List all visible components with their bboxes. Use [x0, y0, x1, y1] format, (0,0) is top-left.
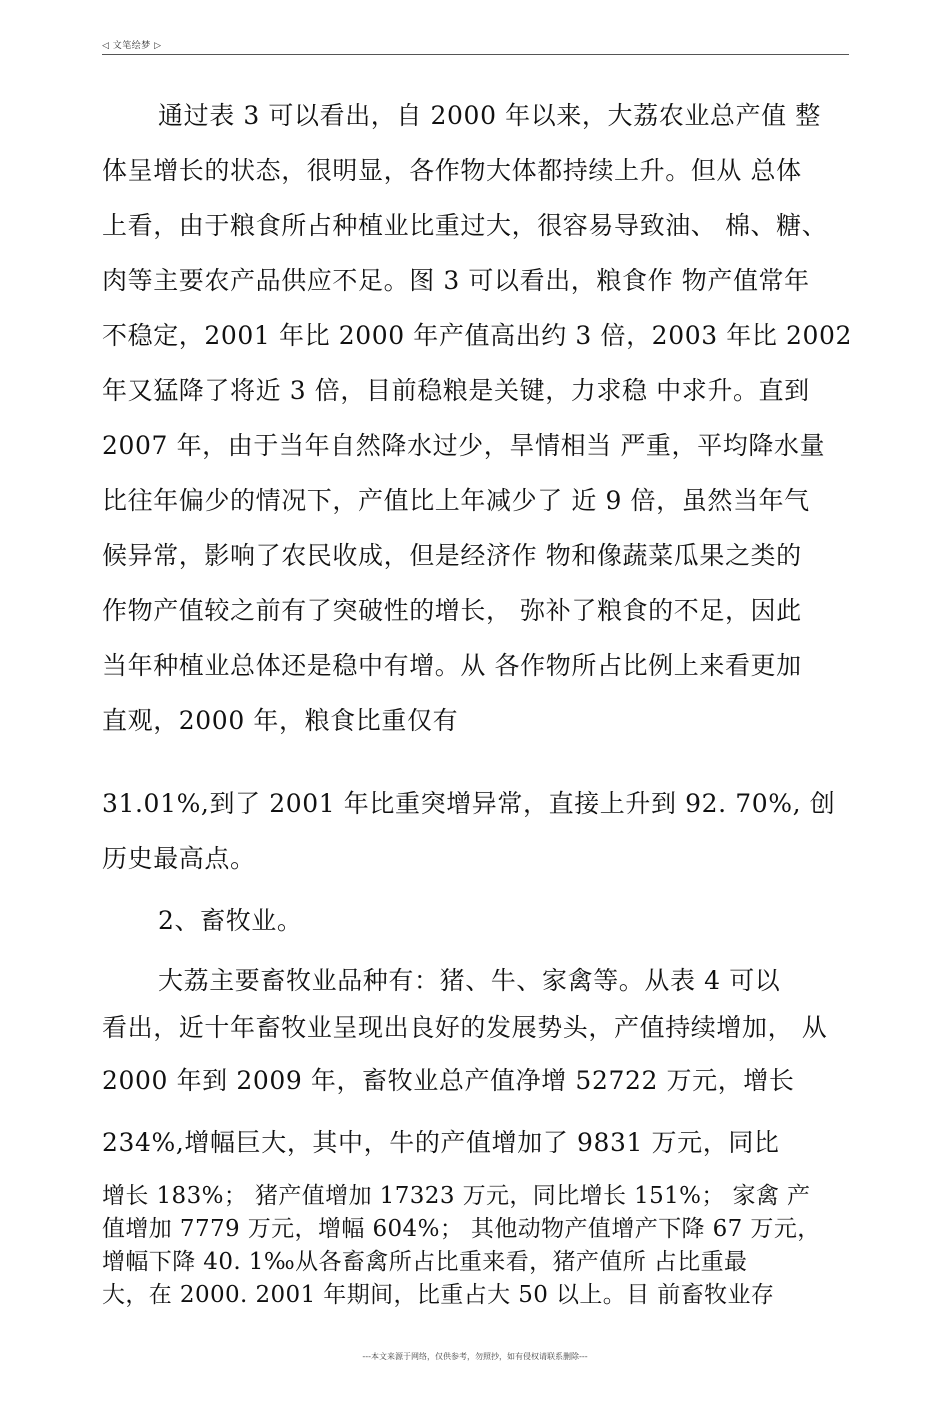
body-line: 历史最高点。 [102, 844, 256, 873]
body-line: 当年种植业总体还是稳中有增。从 各作物所占比例上来看更加 [102, 651, 802, 680]
body-line: 通过表 3 可以看出，自 2000 年以来，大荔农业总产值 整 [158, 101, 821, 130]
page-header: ◁ 文笔绘梦 ▷ [102, 41, 162, 51]
section-heading: 2、畜牧业。 [158, 906, 303, 935]
body-line: 看出，近十年畜牧业呈现出良好的发展势头，产值持续增加， 从 [102, 1013, 828, 1042]
body-line: 不稳定，2001 年比 2000 年产值高出约 3 倍，2003 年比 2002 [102, 321, 853, 350]
body-line: 大荔主要畜牧业品种有：猪、牛、家禽等。从表 4 可以 [158, 966, 781, 995]
body-line: 直观，2000 年，粮食比重仅有 [102, 706, 459, 735]
body-line: 候异常，影响了农民收成，但是经济作 物和像蔬菜瓜果之类的 [102, 541, 802, 570]
body-line: 2000 年到 2009 年，畜牧业总产值净增 52722 万元，增长 [102, 1066, 795, 1095]
body-line: 年又猛降了将近 3 倍，目前稳粮是关键，力求稳 中求升。直到 [102, 376, 810, 405]
body-line: 比往年偏少的情况下，产值比上年减少了 近 9 倍，虽然当年气 [102, 486, 810, 515]
body-line: 31.01%,到了 2001 年比重突增异常，直接上升到 92. 70%, 创 [102, 789, 836, 818]
page-footer: ---本文来源于网络，仅供参考，勿照抄，如有侵权请联系删除--- [362, 1352, 588, 1361]
body-line: 增长 183%； 猪产值增加 17323 万元，同比增长 151%； 家禽 产 [102, 1183, 811, 1209]
body-line: 值增加 7779 万元，增幅 604%； 其他动物产值增产下降 67 万元， [102, 1216, 821, 1242]
body-line: 体呈增长的状态，很明显，各作物大体都持续上升。但从 总体 [102, 156, 802, 185]
header-divider [102, 54, 849, 55]
body-line: 大，在 2000. 2001 年期间，比重占大 50 以上。目 前畜牧业存 [102, 1282, 775, 1308]
body-line: 增幅下降 40. 1‰从各畜禽所占比重来看，猪产值所 占比重最 [102, 1249, 748, 1275]
body-line: 2007 年，由于当年自然降水过少，旱情相当 严重，平均降水量 [102, 431, 826, 460]
body-line: 作物产值较之前有了突破性的增长， 弥补了粮食的不足，因此 [102, 596, 802, 625]
body-line: 肉等主要农产品供应不足。图 3 可以看出，粮食作 物产值常年 [102, 266, 810, 295]
body-line: 上看，由于粮食所占种植业比重过大，很容易导致油、 棉、糖、 [102, 211, 828, 240]
body-line: 234%,增幅巨大，其中，牛的产值增加了 9831 万元，同比 [102, 1128, 780, 1157]
